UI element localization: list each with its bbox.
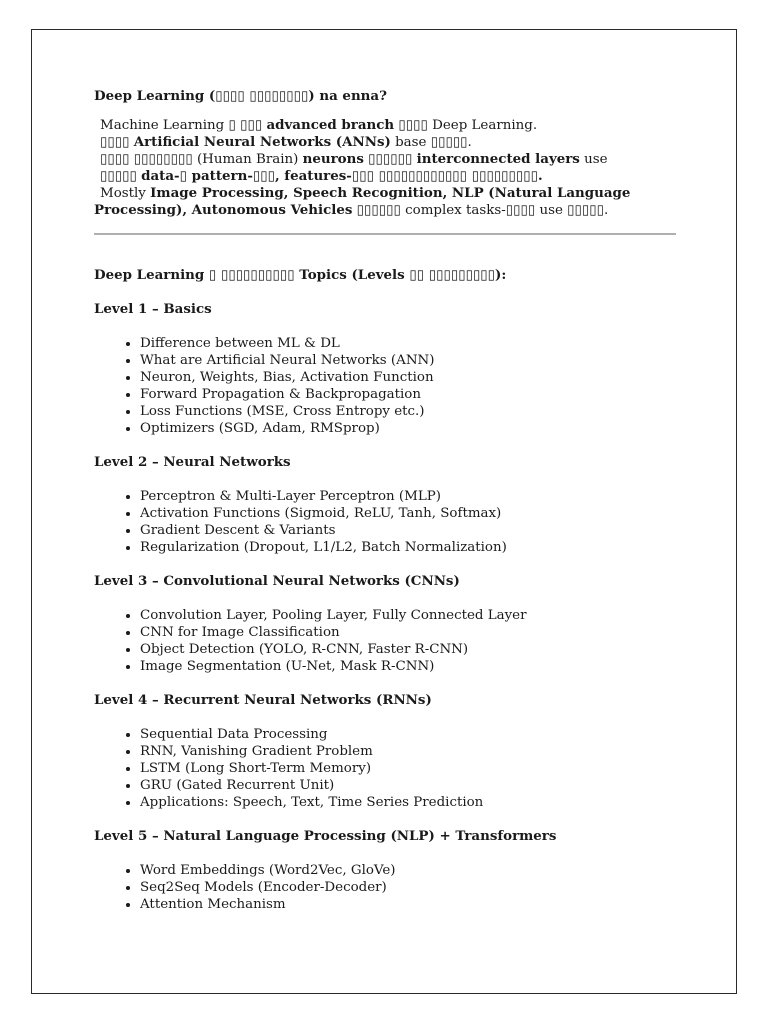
list-item: • LSTM (Long Short-Term Memory) [140,760,694,777]
list-item: • Forward Propagation & Backpropagation [140,386,694,403]
level-topic-list [94,726,694,811]
list-item: • Attention Mechanism [140,896,694,913]
intro-text: ▯▯▯▯ ▯▯▯▯▯▯▯▯ (Human Brain) [100,152,303,167]
level-topic-list [94,335,694,437]
intro-text: base ▯▯▯▯▯. [390,135,472,150]
intro-text: ▯▯▯▯ [100,135,134,150]
list-item: • Convolution Layer, Pooling Layer, Fully Connected Layer [140,607,694,624]
intro-line [94,185,694,202]
list-item: • Difference between ML & DL [140,335,694,352]
level-heading: Level 5 – Natural Language Processing (NLP) + Transformers [94,828,557,844]
intro-text: Machine Learning ▯ ▯▯▯ [100,118,267,133]
intro-text: ▯▯▯▯▯ [100,169,142,184]
list-item: • Applications: Speech, Text, Time Series Prediction [140,794,694,811]
intro-line [94,117,694,134]
intro-bold-text: data-▯ pattern-▯▯▯, features-▯▯▯ ▯▯▯▯▯▯▯▯▯▯▯▯ ▯▯▯▯▯▯▯▯▯. [141,168,543,184]
intro-bold-text: Artificial Neural Networks (ANNs) [133,134,391,150]
topics-title: Deep Learning ▯ ▯▯▯▯▯▯▯▯▯▯ Topics (Levels ▯▯ ▯▯▯▯▯▯▯▯▯): [94,267,507,283]
list-item: • GRU (Gated Recurrent Unit) [140,777,694,794]
list-item: • Sequential Data Processing [140,726,694,743]
list-item: • Seq2Seq Models (Encoder-Decoder) [140,879,694,896]
level-topic-list [94,607,694,675]
list-item: • Gradient Descent & Variants [140,522,694,539]
intro-line [94,151,694,168]
levels-list [94,301,694,913]
intro-bold-text: Processing), Autonomous Vehicles [94,202,353,218]
intro-text: ▯▯▯▯▯▯ [363,152,417,167]
intro-paragraph [94,117,694,219]
list-item: • What are Artificial Neural Networks (ANN) [140,352,694,369]
intro-line [94,134,694,151]
list-item: • Word Embeddings (Word2Vec, GloVe) [140,862,694,879]
page-title: Deep Learning (▯▯▯▯ ▯▯▯▯▯▯▯▯) na enna? [94,88,387,104]
intro-bold-text: Image Processing, Speech Recognition, NLP (Natural Language [150,185,631,201]
list-item: • Neuron, Weights, Bias, Activation Function [140,369,694,386]
document-page [31,29,737,994]
level-heading: Level 2 – Neural Networks [94,454,291,470]
list-item: • Image Segmentation (U-Net, Mask R-CNN) [140,658,694,675]
intro-line [94,202,694,219]
intro-bold-text: interconnected layers [416,151,580,167]
intro-text: ▯▯▯▯ Deep Learning. [394,118,538,133]
list-item: • Loss Functions (MSE, Cross Entropy etc.) [140,403,694,420]
intro-bold-text: advanced branch [266,117,395,133]
list-item: • RNN, Vanishing Gradient Problem [140,743,694,760]
list-item: • Optimizers (SGD, Adam, RMSprop) [140,420,694,437]
list-item: • Activation Functions (Sigmoid, ReLU, Tanh, Softmax) [140,505,694,522]
level-topic-list [94,488,694,556]
intro-text: Mostly [100,186,151,201]
level-topic-list [94,862,694,913]
list-item: • Object Detection (YOLO, R-CNN, Faster R-CNN) [140,641,694,658]
document-content [94,88,694,913]
level-heading: Level 1 – Basics [94,301,212,317]
intro-text: use [579,152,608,167]
intro-text: ▯▯▯▯▯▯ complex tasks-▯▯▯▯ use ▯▯▯▯▯. [352,203,609,218]
list-item: • Perceptron & Multi-Layer Perceptron (MLP) [140,488,694,505]
horizontal-divider [94,233,676,235]
intro-bold-text: neurons [302,151,364,167]
level-heading: Level 3 – Convolutional Neural Networks (CNNs) [94,573,460,589]
intro-line [94,168,694,185]
level-heading: Level 4 – Recurrent Neural Networks (RNNs) [94,692,432,708]
list-item: • CNN for Image Classification [140,624,694,641]
list-item: • Regularization (Dropout, L1/L2, Batch Normalization) [140,539,694,556]
